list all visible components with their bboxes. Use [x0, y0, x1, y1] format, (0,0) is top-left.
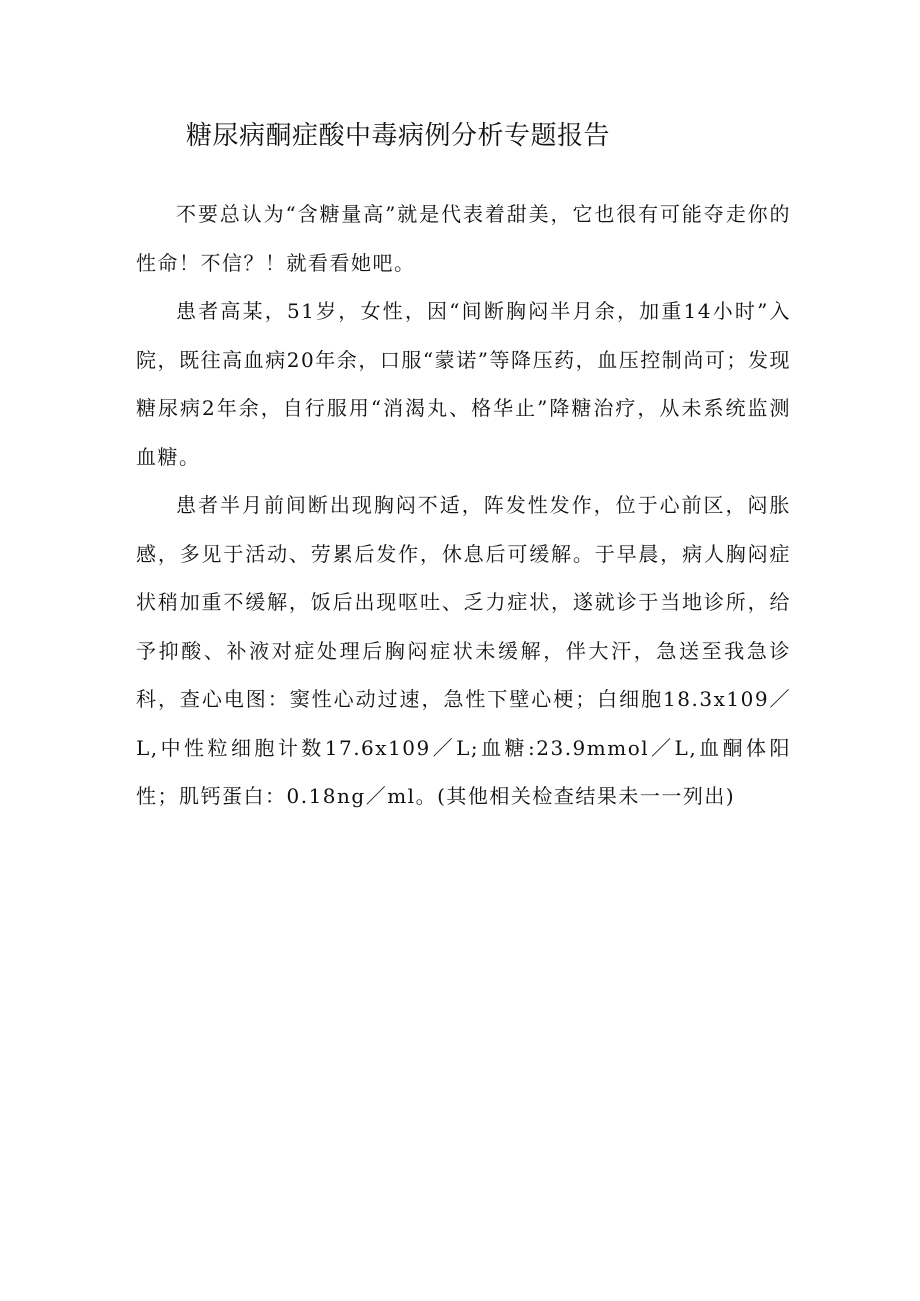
document-title: 糖尿病酮症酸中毒病例分析专题报告 — [186, 121, 611, 151]
document-body — [136, 190, 791, 821]
paragraph-intro: 不要总认为“含糖量高”就是代表着甜美，它也很有可能夺走你的性命！不信？！就看看她吧。 — [136, 202, 791, 275]
paragraph-patient-history: 患者高某，51岁，女性，因“间断胸闷半月余，加重14小时”入院，既往高血病20年余，口服“蒙诺”等降压药，血压控制尚可；发现糖尿病2年余，自行服用“消渴丸、格华止”降糖治疗，从未系统监测血糖。 — [136, 299, 791, 469]
paragraph-clinical-course: 患者半月前间断出现胸闷不适，阵发性发作，位于心前区，闷胀感，多见于活动、劳累后发作，休息后可缓解。于早晨，病人胸闷症状稍加重不缓解，饭后出现呕吐、乏力症状，遂就诊于当地诊所，给予抑酸、补液对症处理后胸闷症状未缓解，伴大汗，急送至我急诊科，查心电图：窦性心动过速，急性下壁心梗；白细胞18.3x109／L,中性粒细胞计数17.6x109／L;血糖:23.9mmol／L,血酮体阳性；肌钙蛋白：0.18ng／ml。(其他相关检查结果未一一列出) — [136, 493, 791, 808]
